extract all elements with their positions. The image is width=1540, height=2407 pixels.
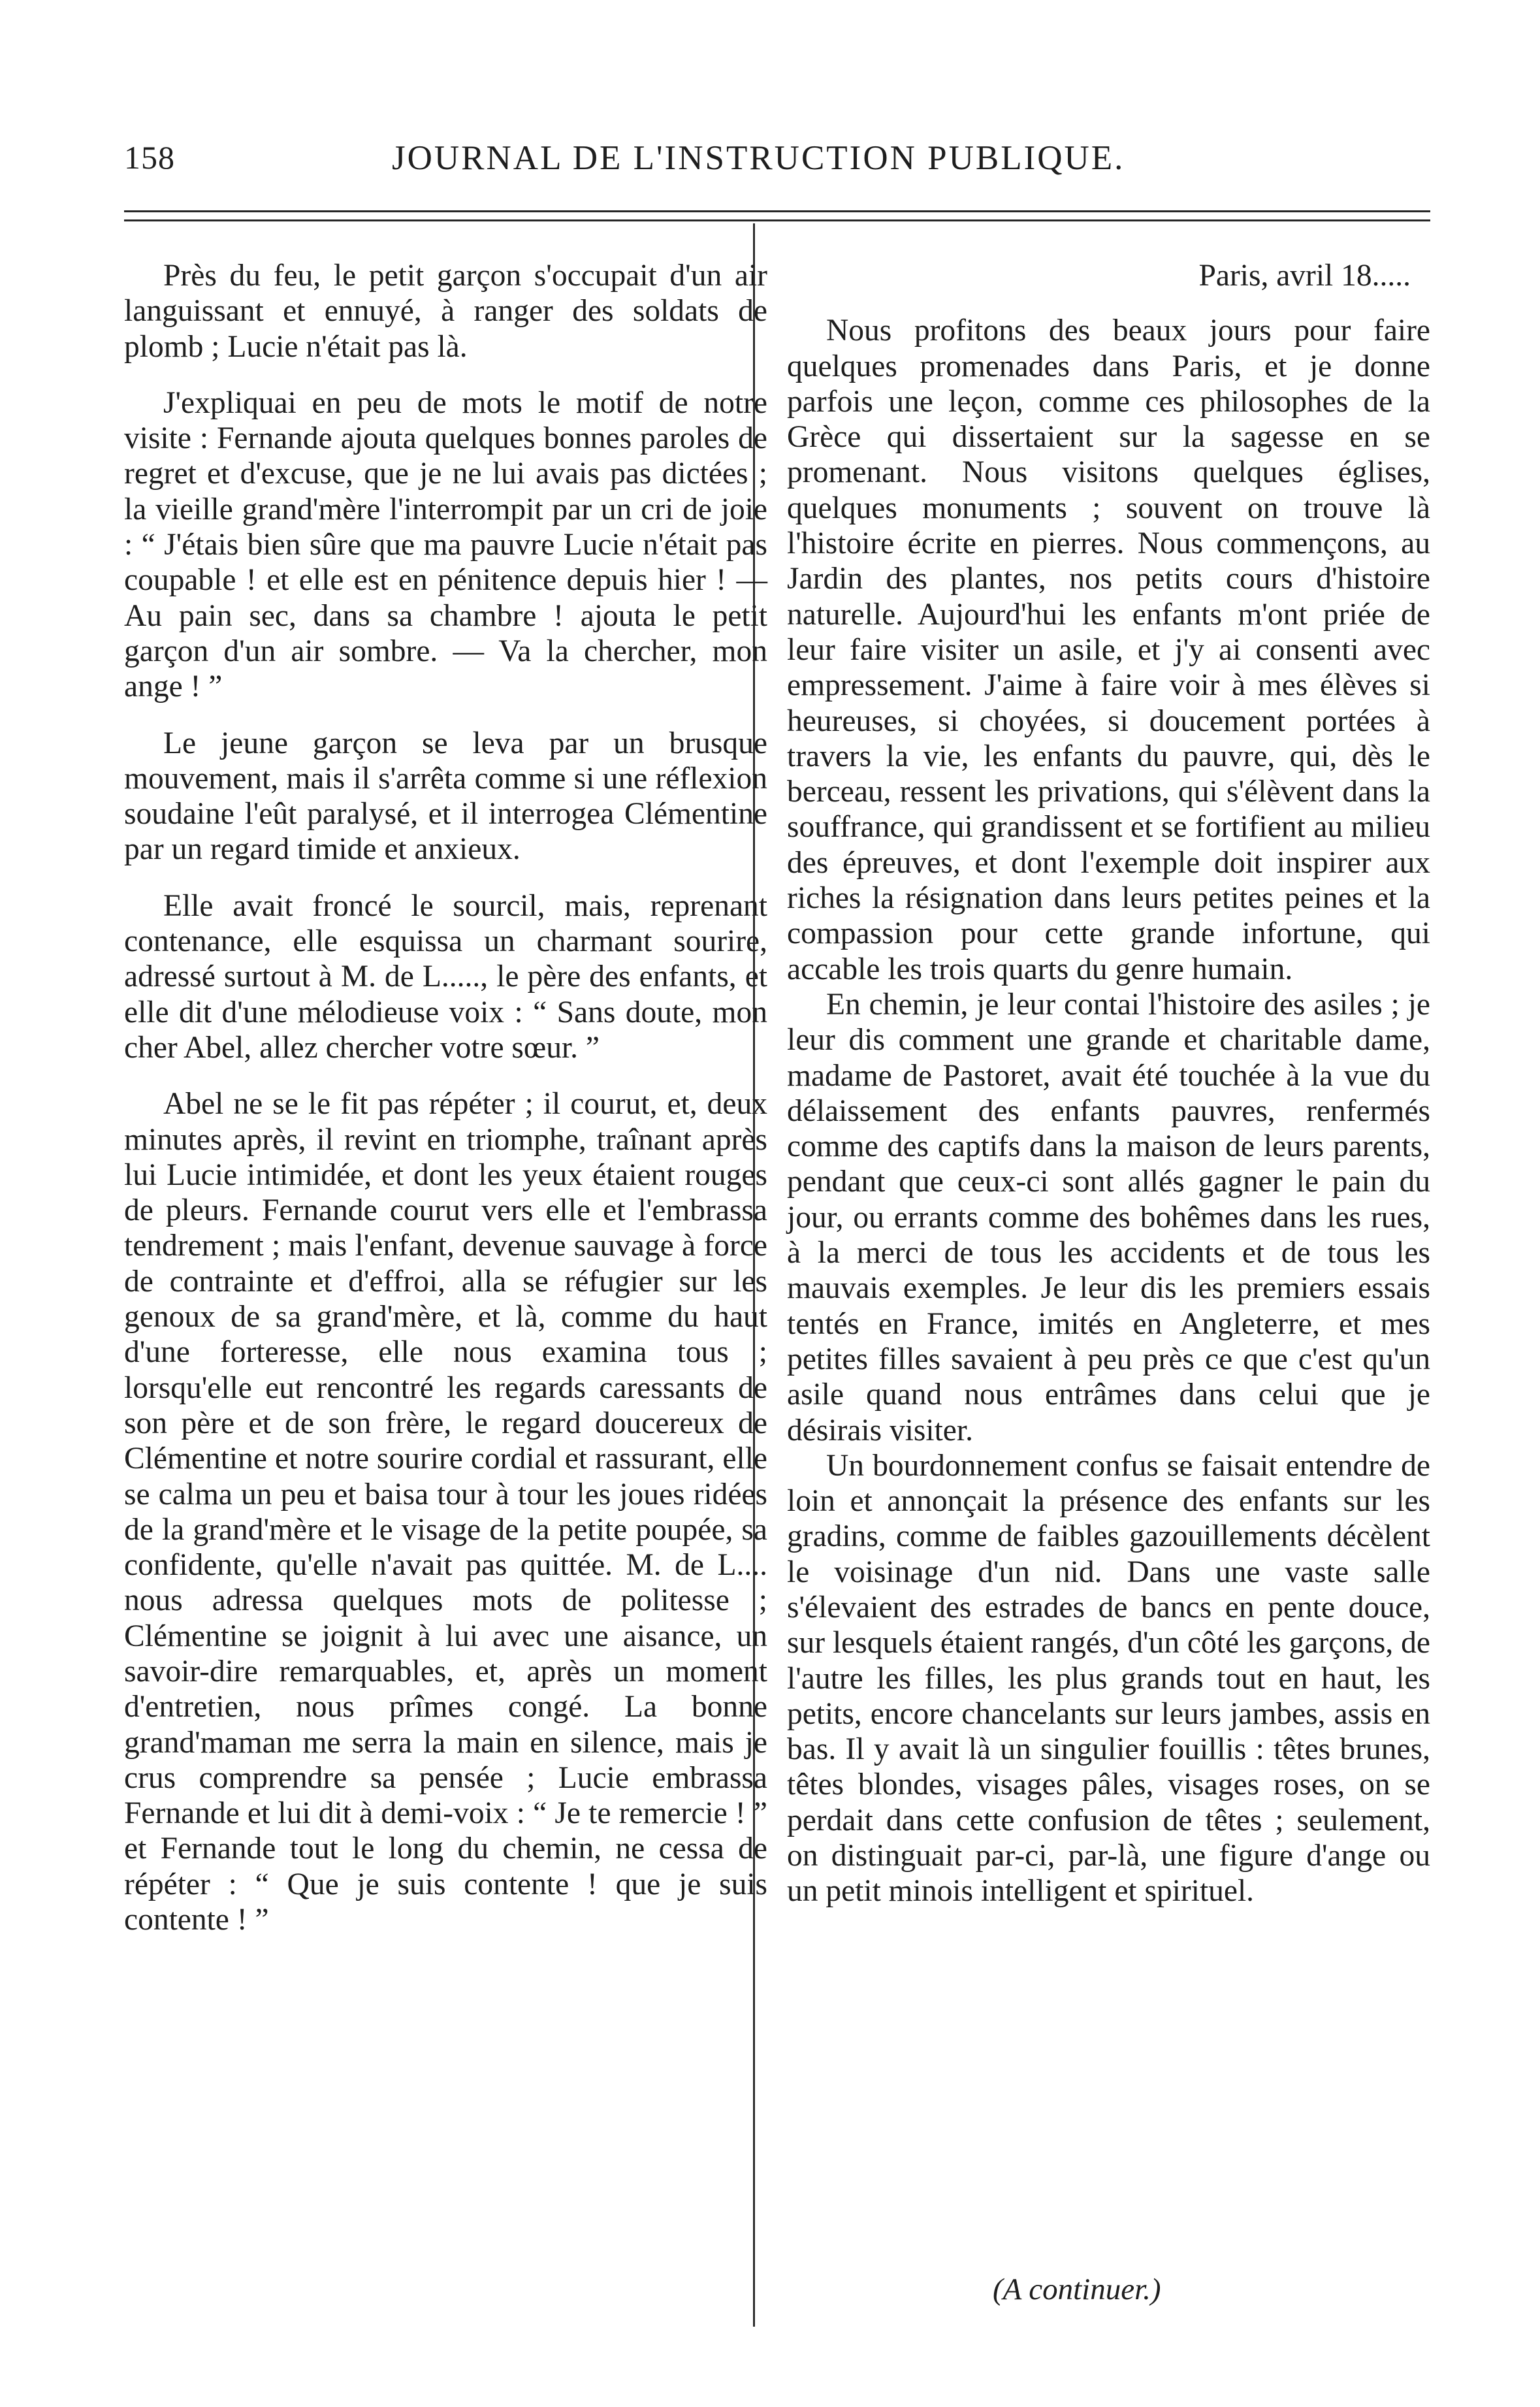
continuation-note: (A continuer.)	[993, 2272, 1161, 2306]
right-column	[787, 258, 1430, 1909]
paragraph: Elle avait froncé le sourcil, mais, reprenant contenance, elle esquissa un charmant sourire, adressé surtout à M. de L....., le père des enfants, et elle dit d'une mélodieuse voix : “ Sans doute, mon cher Abel, allez chercher votre sœur. ”	[124, 888, 767, 1065]
paragraph: Nous profitons des beaux jours pour faire quelques promenades dans Paris, et je donne parfois une leçon, comme ces philosophes de la Grèce qui dissertaient sur la sagesse en se promenant. Nous visitons quelques églises, quelques monuments ; souvent on trouve là l'histoire écrite en pierres. Nous commençons, au Jardin des plantes, nos petits cours d'histoire naturelle. Aujourd'hui les enfants m'ont priée de leur faire visiter un asile, et j'y ai consenti avec empressement. J'aime à faire voir à mes élèves si heureuses, si choyées, si doucement portées à travers la vie, les enfants du pauvre, qui, dès le berceau, ressent les privations, qui s'élèvent dans la souffrance, qui grandissent et se fortifient au milieu des épreuves, et dont l'exemple doit inspirer aux riches la résignation dans leurs petites peines et la compassion pour cette grande infortune, qui accable les trois quarts du genre humain.	[787, 314, 1430, 986]
left-column	[124, 258, 767, 1958]
running-title: JOURNAL DE L'INSTRUCTION PUBLIQUE.	[392, 139, 1125, 177]
paragraph: En chemin, je leur contai l'histoire des asiles ; je leur dis comment une grande et charitable dame, madame de Pastoret, avait été touchée à la vue du délaissement des enfants pauvres, renfermés comme des captifs dans la maison de leurs parents, pendant que ceux-ci sont allés gagner le pain du jour, ou errants comme des bohêmes dans les rues, à la merci de tous les accidents et de tous les mauvais exemples. Je leur dis les premiers essais tentés en France, imités en Angleterre, et mes petites filles savaient à peu près ce que c'est qu'un asile quand nous entrâmes dans celui que je désirais visiter.	[787, 987, 1430, 1447]
paragraph: Un bourdonnement confus se faisait entendre de loin et annonçait la présence des enfants sur les gradins, comme de faibles gazouillements décèlent le voisinage d'un nid. Dans une vaste salle s'élevaient des estrades de bancs en pente douce, sur lesquels étaient rangés, d'un côté les garçons, de l'autre les filles, les plus grands tout en haut, les petits, encore chancelants sur leurs jambes, assis en bas. Il y avait là un singulier fouillis : têtes brunes, têtes blondes, visages pâles, visages roses, on se perdait dans cette confusion de têtes ; seulement, on distinguait par-ci, par-là, une figure d'ange ou un petit minois intelligent et spirituel.	[787, 1448, 1430, 1909]
header-rule-top	[124, 210, 1430, 212]
paragraph: Le jeune garçon se leva par un brusque mouvement, mais il s'arrêta comme si une réflexion soudaine l'eût paralysé, et il interrogea Clémentine par un regard timide et anxieux.	[124, 726, 767, 867]
page-header	[124, 138, 1430, 191]
paragraph: Près du feu, le petit garçon s'occupait d'un air languissant et ennuyé, à ranger des soldats de plomb ; Lucie n'était pas là.	[124, 259, 767, 364]
dateline: Paris, avril 18.....	[1198, 259, 1411, 293]
page-number: 158	[124, 139, 175, 176]
paragraph: Abel ne se le fit pas répéter ; il courut, et, deux minutes après, il revint en triomphe, traînant après lui Lucie intimidée, et dont les yeux étaient rouges de pleurs. Fernande courut vers elle et l'embrassa tendrement ; mais l'enfant, devenue sauvage à force de contrainte et d'effroi, alla se réfugier sur les genoux de sa grand'mère, et là, comme du haut d'une forteresse, elle nous examina tous ; lorsqu'elle eut rencontré les regards caressants de son père et de son frère, le regard doucereux de Clémentine et notre sourire cordial et rassurant, elle se calma un peu et baisa tour à tour les joues ridées de la grand'mère et le visage de la petite poupée, sa confidente, qu'elle n'avait pas quittée. M. de L.... nous adressa quelques mots de politesse ; Clémentine se joignit à lui avec une aisance, un savoir-dire remarquables, et, après un moment d'entretien, nous prîmes congé. La bonne grand'maman me serra la main en silence, mais je crus comprendre sa pensée ; Lucie embrassa Fernande et lui dit à demi-voix : “ Je te remercie ! ” et Fernande tout le long du chemin, ne cessa de répéter : “ Que je suis contente ! que je suis contente ! ”	[124, 1087, 767, 1937]
header-rule-bottom	[124, 219, 1430, 221]
paragraph: J'expliquai en peu de mots le motif de notre visite : Fernande ajouta quelques bonnes paroles de regret et d'excuse, que je ne lui avais pas dictées ; la vieille grand'mère l'interrompit par un cri de joie : “ J'étais bien sûre que ma pauvre Lucie n'était pas coupable ! et elle est en pénitence depuis hier ! — Au pain sec, dans sa chambre ! ajouta le petit garçon d'un air sombre. — Va la chercher, mon ange ! ”	[124, 385, 767, 704]
